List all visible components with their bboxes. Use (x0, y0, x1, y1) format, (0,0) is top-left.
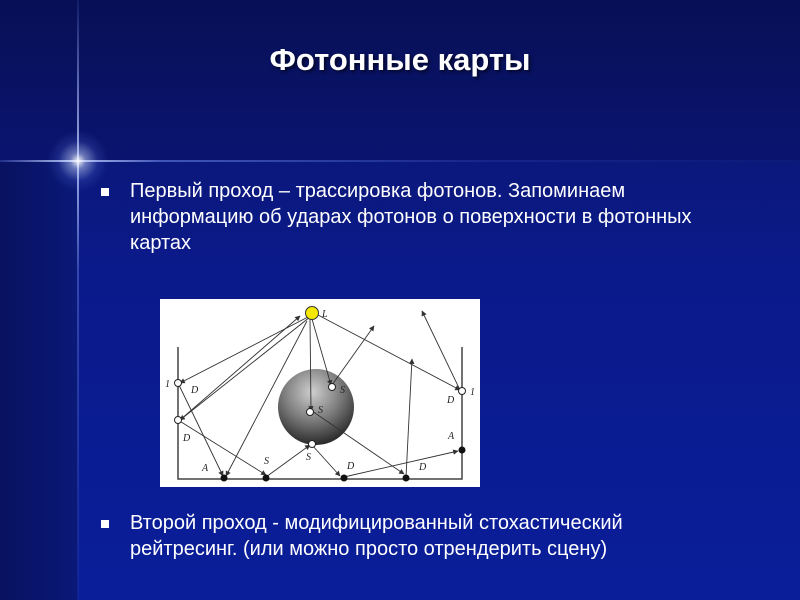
lens-flare-vertical (77, 0, 79, 600)
label-left-d1: D (191, 385, 199, 396)
label-sphere-s-top: S (340, 385, 345, 396)
slide-title: Фотонные карты (269, 42, 531, 77)
label-floor-s: S (264, 456, 269, 467)
light-source-icon (306, 307, 319, 320)
label-floor-a: A (202, 463, 209, 474)
label-sphere-s-mid: S (318, 405, 323, 416)
bullet-first-pass (101, 178, 701, 256)
label-right-a: A (448, 431, 455, 442)
label-left-d2: D (183, 433, 191, 444)
lens-flare-star-icon (47, 130, 109, 192)
bullet-text: Первый проход – трассировка фотонов. Запоминаем информацию об ударах фотонов о поверхности в фотонных картах (130, 180, 692, 254)
lens-flare-horizontal (0, 160, 800, 162)
label-left-wall-1: 1 (165, 379, 170, 390)
bullet-second-pass (101, 510, 701, 562)
sphere (278, 369, 354, 445)
left-band (0, 162, 78, 600)
label-right-wall-1: 1 (470, 387, 475, 398)
label-light: L (322, 309, 328, 320)
photon-map-diagram (160, 299, 480, 487)
label-sphere-s-bottom: S (306, 452, 311, 463)
diagram-svg (160, 299, 480, 487)
bullet-square-icon (101, 520, 109, 528)
bullet-text: Второй проход - модифицированный стохастический рейтресинг. (или можно просто отрендерить сцену) (130, 512, 623, 560)
header-band (0, 0, 800, 162)
label-right-d: D (447, 395, 455, 406)
hit-points-filled (221, 447, 466, 482)
bullet-square-icon (101, 188, 109, 196)
label-floor-d1: D (347, 461, 355, 472)
label-floor-d2: D (419, 462, 427, 473)
